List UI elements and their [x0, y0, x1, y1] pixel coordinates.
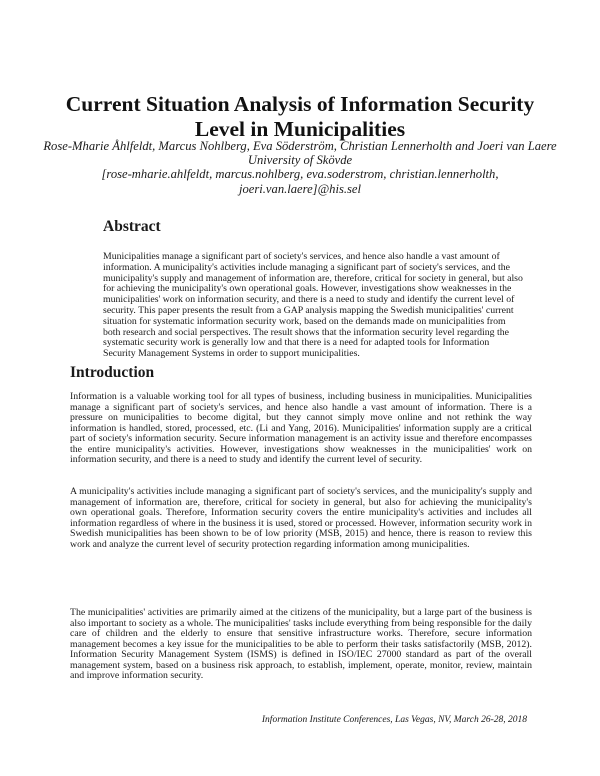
author-list: Rose-Mharie Åhlfeldt, Marcus Nohlberg, Eva Söderström, Christian Lennerholth and Joeri van Laere [43, 139, 557, 153]
affiliation: University of Skövde [247, 153, 353, 168]
abstract-heading: Abstract [103, 218, 161, 235]
abstract-text: Municipalities manage a significant part of society's services, and hence also handle a vast amount of information. A municipality's activities include managing a significant part of society's services, and the municipality's supply and management of information are, therefore, critical for society in general, but also for achieving the municipality's own operational goals. However, investigations show weaknesses in the municipalities' work on information security, and there is a need to study and identify the current level of security. This paper presents the result from a GAP analysis mapping the Swedish municipalities' current situation for systematic information security work, based on the demands made on municipalities from both research and social perspectives. The result shows that the information security level regarding the systematic security work is generally low and that there is a need for adapted tools for Information Security Management Systems in order to support municipalities. [103, 251, 523, 360]
author-block [40, 139, 560, 196]
paper-title: Current Situation Analysis of Information Security Level in Municipalities [65, 92, 535, 141]
intro-paragraph-2: A municipality's activities include managing a significant part of society's services, and the municipality's supply and management of information are, therefore, critical for society in general, but also for achieving the municipality's own operational goals. Therefore, Information security covers the entire municipality's activities and includes all information regardless of where in the business it is used, stored or processed. However, information security work in Swedish municipalities has been shown to be of low priority (MSB, 2015) and hence, there is reason to review this work and analyze the current level of security protection regarding information among municipalities. [70, 486, 532, 550]
introduction-heading: Introduction [70, 364, 155, 381]
author-emails: [rose-mharie.ahlfeldt, marcus.nohlberg, eva.soderstrom, christian.lennerholth, joeri.van.laere]@his.sel [101, 167, 499, 196]
intro-paragraph-1: Information is a valuable working tool for all types of business, including business in municipalities. Municipalities manage a significant part of society's services, and hence also handle a vast amount of information. There is a pressure on municipalities to become digital, but they cannot simply move online and not rethink the way information is handled, stored, processed, etc. (Li and Yang, 2016). Municipalities' information supply are a critical part of society's information security. Secure information management is an activity issue and therefore encompasses the entire municipality's activities. However, investigations show weaknesses in the municipalities' work on information security, and there is a need to study and identify the current level of security. [70, 391, 532, 465]
conference-footer: Information Institute Conferences, Las Vegas, NV, March 26-28, 2018 [261, 715, 527, 725]
intro-paragraph-3: The municipalities' activities are primarily aimed at the citizens of the municipality, but a large part of the business is also important to society as a whole. The municipalities' tasks include everything from being responsible for the daily care of children and the elderly to ensure that sensitive infrastructure works. Therefore, secure information management becomes a key issue for the municipalities to be able to perform their tasks satisfactorily (MSB, 2012). Information Security Management System (ISMS) is defined in ISO/IEC 27000 standard as part of the overall management system, based on a business risk approach, to establish, implement, operate, monitor, review, maintain and improve information security. [70, 607, 532, 681]
